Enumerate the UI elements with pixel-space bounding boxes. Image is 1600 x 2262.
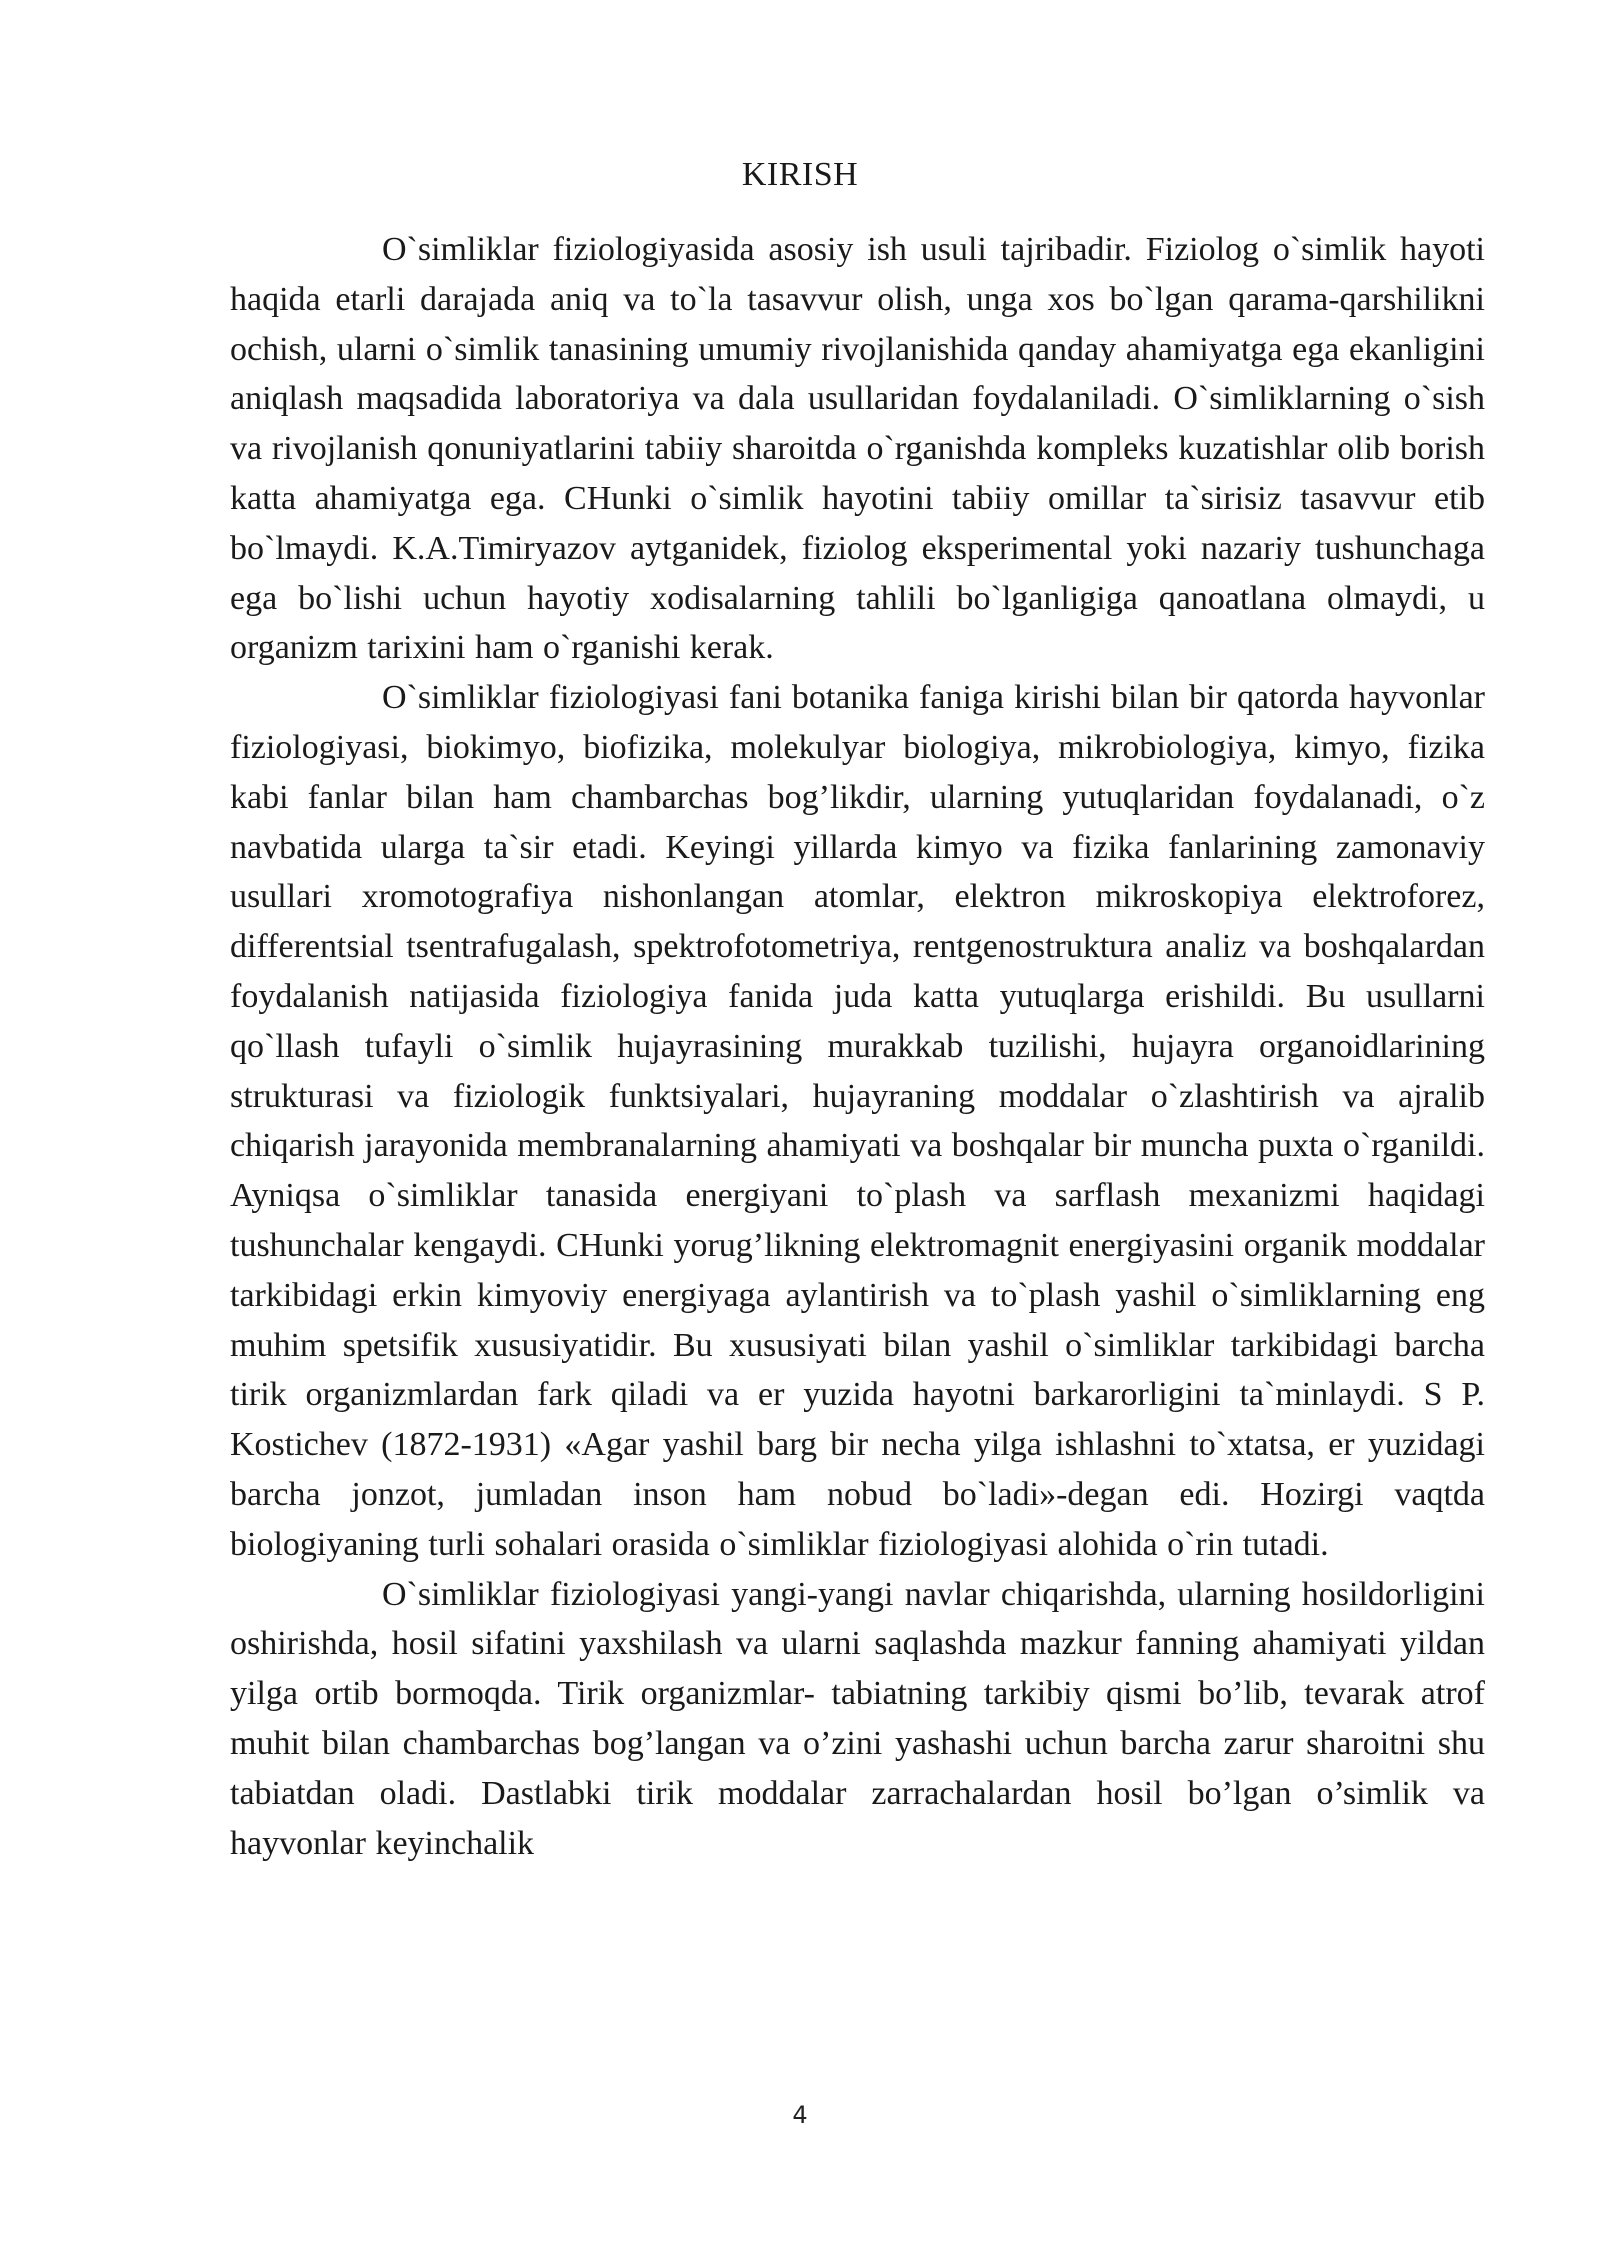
section-heading: KIRISH (741, 156, 859, 193)
paragraph-3: O`simliklar fiziologiyasi yangi-yangi navlar chiqarishda, ularning hosildorligini oshirishda, hosil sifatini yaxshilash va ularni saqlashda mazkur fanning ahamiyati yildan yilga ortib bormoqda. Tirik organizmlar- tabiatning tarkibiy qismi bo’lib, tevarak atrof muhit bilan chambarchas bog’langan va o’zini yashashi uchun barcha zarur sharoitni shu tabiatdan oladi. Dastlabki tirik moddalar zarrachalardan hosil bo’lgan o’simlik va hayvonlar keyinchalik (230, 1575, 1485, 1862)
page-number: 4 (792, 2101, 808, 2129)
paragraph-2: O`simliklar fiziologiyasi fani botanika faniga kirishi bilan bir qatorda hayvonlar fiziologiyasi, biokimyo, biofizika, molekulyar biologiya, mikrobiologiya, kimyo, fizika kabi fanlar bilan ham chambarchas bog’likdir, ularning yutuqlaridan foydalanadi, o`z navbatida ularga ta`sir etadi. Keyingi yillarda kimyo va fizika fanlarining zamonaviy usullari xromotografiya nishonlangan atomlar, elektron mikroskopiya elektroforez, differentsial tsentrafugalash, spektrofotometriya, rentgenostruktura analiz va boshqalardan foydalanish natijasida fiziologiya fanida juda katta yutuqlarga erishildi. Bu usullarni qo`llash tufayli o`simlik hujayrasining murakkab tuzilishi, hujayra organoidlarining strukturasi va fiziologik funktsiyalari, hujayraning moddalar o`zlashtirish va ajralib chiqarish jarayonida membranalarning ahamiyati va boshqalar bir muncha puxta o`rganildi. Ayniqsa o`simliklar tanasida energiyani to`plash va sarflash mexanizmi haqidagi tushunchalar kengaydi. CHunki yorug’likning elektromagnit energiyasini organik moddalar tarkibidagi erkin kimyoviy energiyaga aylantirish va to`plash yashil o`simliklarning eng muhim spetsifik xususiyatidir. Bu xususiyati bilan yashil o`simliklar tarkibidagi barcha tirik organizmlardan fark qiladi va er yuzida hayotni barkarorligini ta`minlaydi. S P. Kostichev (1872-1931) «Agar yashil barg bir necha yilga ishlashni to`xtatsa, er yuzidagi barcha jonzot, jumladan inson ham nobud bo`ladi»-degan edi. Hozirgi vaqtda biologiyaning turli sohalari orasida o`simliklar fiziologiyasi alohida o`rin tutadi. (230, 679, 1485, 1563)
body-text (230, 225, 1485, 1868)
paragraph-1: O`simliklar fiziologiyasida asosiy ish usuli tajribadir. Fiziolog o`simlik hayoti haqida etarli darajada aniq va to`la tasavvur olish, unga xos bo`lgan qarama-qarshilikni ochish, ularni o`simlik tanasining umumiy rivojlanishida qanday ahamiyatga ega ekanligini aniqlash maqsadida laboratoriya va dala usullaridan foydalaniladi. O`simliklarning o`sish va rivojlanish qonuniyatlarini tabiiy sharoitda o`rganishda kompleks kuzatishlar olib borish katta ahamiyatga ega. CHunki o`simlik hayotini tabiiy omillar ta`sirisiz tasavvur etib bo`lmaydi. K.A.Timiryazov aytganidek, fiziolog eksperimental yoki nazariy tushunchaga ega bo`lishi uchun hayotiy xodisalarning tahlili bo`lganligiga qanoatlana olmaydi, u organizm tarixini ham o`rganishi kerak. (230, 231, 1485, 667)
